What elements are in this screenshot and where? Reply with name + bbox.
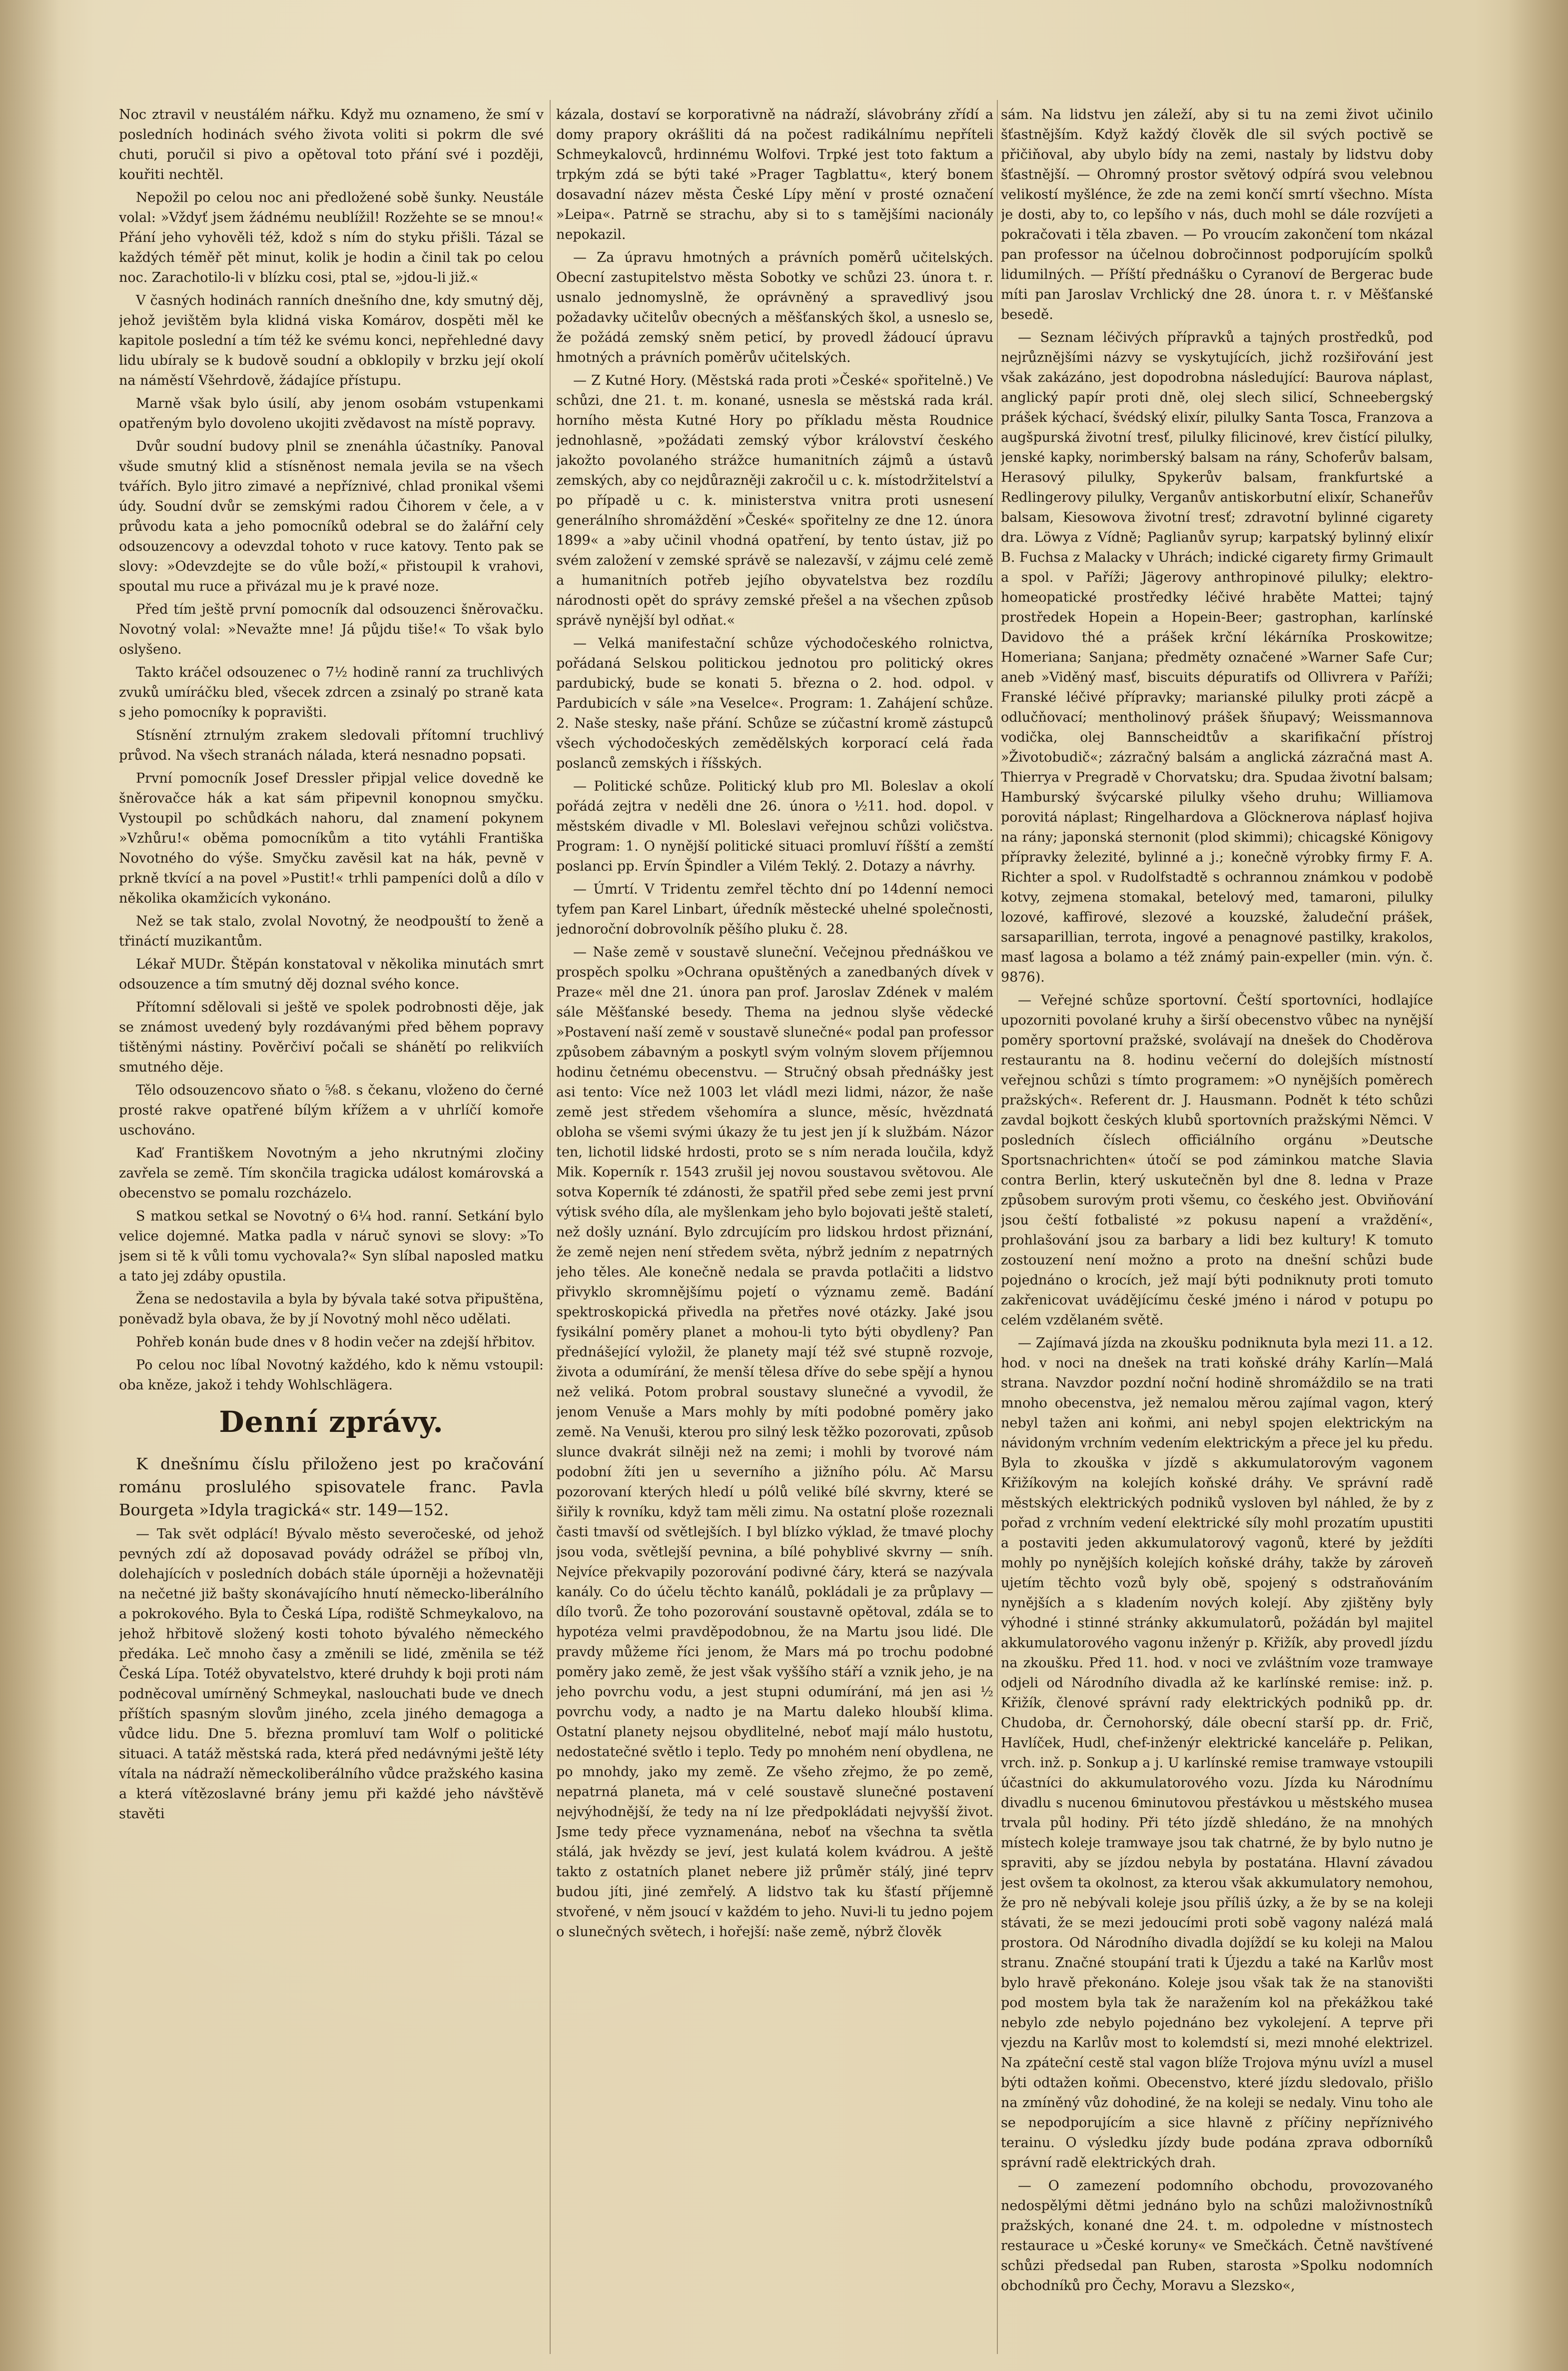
article-paragraph: Noc ztravil v neustálém nářku. Když mu oznameno, že smí v posledních hodinách svého života voliti si pokrm dle své chuti, poručil si pivo a opětoval toto přání své i později, kouřiti nechtěl. bbox=[119, 107, 544, 182]
article-paragraph: První pomocník Josef Dressler připjal velice dovedně ke šněrovačce hák a kat sám připevnil konopnou smyčku. Vystoupil po schůdkách nahoru, dal znamení pokynem »Vzhůru!« oběma pomocníkům a tito vytáhli Františka Novotného do výše. Smyčku zavěsil kat na hák, pevně v prkně tkvící a na povel »Pustit!« trhli pampeníci dolů a dílo v několika okamžicích vykonáno. bbox=[119, 771, 544, 906]
article-paragraph: Takto kráčel odsouzenec o 7½ hodině ranní za truchlivých zvuků umíráčku bled, všecek zdrcen a zsinalý po straně kata s jeho pomocníky k popravišti. bbox=[119, 665, 544, 720]
column-left bbox=[119, 105, 544, 2354]
article-paragraph: Než se tak stalo, zvolal Novotný, že neodpouští to ženě a třináctí muzikantům. bbox=[119, 914, 544, 949]
article-paragraph: — Veřejné schůze sportovní. Čeští sportovníci, hodlajíce upozorniti povolané kruhy a širší obecenstvo vůbec na nynější poměry sportovní pražské, svolávají na dnešek do Choděrova restaurantu na 8. hodinu večerní do dolejších místností veřejnou schůzi s tímto programem: »O nynějších poměrech pražských«. Referent dr. J. Hausmann. Podnět k této schůzi zavdal bojkott českých klubů sportovních pražskými Němci. V posledních číslech officiálního orgánu »Deutsche Sportsnachrichten« útočí se pod záminkou matche Slavia contra Berlin, který uskutečněn byl dne 8. ledna v Praze způsobem surovým proti všemu, co českého jest. Obviňování jsou čeští fotbalisté »z pokusu napení a vraždění«, prohlašování jsou za barbary a lidi bez kultury! K tomuto zostouzení není možno a proto na dnešní schůzi bude pojednáno o krocích, jež mají býti podniknuty proti tomuto zakřenicovat uvádějícímu české jméno i národ v potupu po celém vzdělaném světě. bbox=[1001, 993, 1433, 1328]
article-paragraph: Dvůr soudní budovy plnil se znenáhla účastníky. Panoval všude smutný klid a stísněnost nemala jevila se na všech tvářích. Bylo jitro zimavé a nepříznivé, chlad pronikal všemi údy. Soudní dvůr se zemskými radou Čihorem v čele, a v průvodu kata a jeho pomocníků odebral se do žalářní cely odsouzencovy a odevzdal tohoto v ruce katovy. Tento pak se slovy: »Odevzdejte se do vůle boží,« přistoupil k vrahovi, spoutal mu ruce a přivázal mu je k pravé noze. bbox=[119, 439, 544, 594]
article-paragraph: Lékař MUDr. Štěpán konstatoval v několika minutách smrt odsouzence a tím smutný děj doznal svého konce. bbox=[119, 957, 544, 992]
page-edge-shadow bbox=[1508, 0, 1568, 2371]
article-paragraph: Žena se nedostavila a byla by bývala také sotva připuštěna, poněvadž byla obava, že by jí Novotný mohl něco udělati. bbox=[119, 1291, 544, 1327]
column-right bbox=[1001, 105, 1433, 2354]
article-paragraph: — O zamezení podomního obchodu, provozovaného nedospělými dětmi jednáno bylo na schůzi maloživnostníků pražských, konané dne 24. t. m. odpoledne v místnostech restaurace u »České koruny« ve Smečkách. Četně navštívené schůzi předsedal pan Ruben, starosta »Spolku nodomních obchodníků pro Čechy, Moravu a Slezsko«, bbox=[1001, 2178, 1433, 2294]
article-paragraph: kázala, dostaví se korporativně na nádraží, slávobrány zřídí a domy prapory okrášliti dá na počest radikálnímu nepříteli Schmeykalovců, hrdinnému Wolfovi. Trpké jest toto faktum a trpkým zdá se býti také »Prager Tagblattu«, který bonem dosavadní název města České Lípy mění v prosté označení »Leipa«. Patrně se strachu, aby si to s tamějšími nacionály nepokazil. bbox=[556, 107, 993, 242]
article-paragraph: — Úmrtí. V Tridentu zemřel těchto dní po 14denní nemoci tyfem pan Karel Linbart, úředník městecké uhelné společnosti, jednoroční dobrovolník pěšího pluku č. 28. bbox=[556, 882, 993, 937]
article-paragraph: Tělo odsouzencovo sňato o ⅝8. s čekanu, vloženo do černé prosté rakve opatřené bílým křížem a v uhrlíčí komoře uschováno. bbox=[119, 1083, 544, 1138]
article-paragraph: Po celou noc líbal Novotný každého, kdo k němu vstoupil: oba kněze, jakož i tehdy Wohlschlägera. bbox=[119, 1357, 544, 1393]
article-paragraph: S matkou setkal se Novotný o 6¼ hod. ranní. Setkání bylo velice dojemné. Matka padla v náruč synovi se slovy: »To jsem si tě k vůli tomu vychovala?« Syn slíbal naposled matku a tato jej zdáby opustila. bbox=[119, 1208, 544, 1284]
article-paragraph: V časných hodinách ranních dnešního dne, kdy smutný děj, jehož jevištěm byla klidná viska Komárov, dospěti měl ke kapitole poslední a tím též ke svému konci, nepřehledné davy lidu ubíraly se k budově soudní a obklopily v brzku její okolí na náměstí Všehrdově, žádajíce přístupu. bbox=[119, 293, 544, 388]
column-rule bbox=[997, 100, 998, 2354]
article-paragraph: Stísnění ztrnulým zrakem sledovali přítomní truchlivý průvod. Na všech stranách nálada, která nesnadno popsati. bbox=[119, 728, 544, 763]
article-paragraph: Přítomní sdělovali si ještě ve spolek podrobnosti děje, jak se známost uvedený byly rozdávanými před během popravy tištěnými nástiny. Pověrčiví počali se shánětí po relikviích smutného děje. bbox=[119, 1000, 544, 1075]
article-paragraph: — Za úpravu hmotných a právních poměrů učitelských. Obecní zastupitelstvo města Sobotky ve schůzi 23. února t. r. usnalo jednomyslně, že oprávněný a spravedlivý jsou požadavky učitelův obecných a měšťanských škol, a usneslo se, že požádá zemský sněm peticí, by provedl žádoucí úpravu hmotných a právních poměrův učitelských. bbox=[556, 250, 993, 365]
section-heading: Denní zprávy. bbox=[219, 1405, 444, 1439]
column-rule bbox=[550, 100, 551, 2354]
article-paragraph: — Z Kutné Hory. (Městská rada proti »České« spořitelně.) Ve schůzi, dne 21. t. m. konané, usnesla se městská rada král. horního města Kutné Hory po příkladu města Roudnice jednohlasně, »požádati zemský výbor království českého jakožto povolaného strážce humanitních zájmů a ústavů zemských, aby co nejdůrazněji zakročil u c. k. místodržitelství a po případě u c. k. ministerstva vnitra proti usnesení generálního shromáždění »České« spořitelny ze dne 12. února 1899« a »aby učinil vhodná opatření, by tento ústav, již po svém založení v zemské správě se nalezavší, v zájmu celé země a humanitních potřeb jejího obyvatelstva bez rozdílu národnosti opět do správy zemské přešel a na všechen způsob správě nynější byl odňat.« bbox=[556, 373, 993, 628]
lead-paragraph: K dnešnímu číslu přiloženo jest po kračování románu proslulého spisovatele franc. Pavla Bourgeta »Idyla tragická« str. 149—152. bbox=[119, 1454, 544, 1519]
article-paragraph: — Politické schůze. Politický klub pro Ml. Boleslav a okolí pořádá zejtra v neděli dne 26. února o ½11. hod. dopol. v městském divadle v Ml. Boleslavi veřejnou schůzi voličstva. Program: 1. O nynější politické situaci promluví říšští a zemští poslanci pp. Ervín Špindler a Vilém Teklý. 2. Dotazy a návrhy. bbox=[556, 779, 993, 874]
article-paragraph: Pohřeb konán bude dnes v 8 hodin večer na zdejší hřbitov. bbox=[136, 1334, 536, 1350]
article-paragraph: — Naše země v soustavě sluneční. Večejnou přednáškou ve prospěch spolku »Ochrana opuštěných a zanedbaných dívek v Praze« měl dne 21. února pan prof. Jaroslav Zdének v malém sále Měšťanské besedy. Thema na jednou slyše vědecké »Postavení naší země v soustavě slunečné« podal pan professor způsobem zábavným a poskytl svým volným slovem příjemnou hodinu četnému obecenstvu. — Stručný obsah přednášky jest asi tento: Více než 1003 let vládl mezi lidmi, názor, že naše země jest středem všehomíra a slunce, měsíc, hvězdnatá obloha se všemi svými úkazy že tu jest jen jí k službám. Názor ten, lichotil lidské hrdosti, proto se s ním nerada loučila, když Mik. Koperník r. 1543 zrušil jej novou soustavou světovou. Ale sotva Koperník té zdánosti, že spatřil před sebe zemi jest první výtisk svého díla, ale myšlenkam jeho bylo bojovati ještě staletí, než došly uznání. Bylo zdrcujícím pro lidskou hrdost přiznání, že země nejen není středem světa, nýbrž jedním z nepatrných jeho těles. Ale konečně nedala se pravda potlačiti a lidstvo přivyklo skromnějšímu pojetí o významu země. Badání spektroskopická přivedla na přetřes nové otázky. Jaké jsou fysikální poměry planet a mohou-li tyto býti obydleny? Pan přednášející vyložil, že planety mají též své stupně rozvoje, života a odumírání, že menší tělesa dříve do sebe spějí a hynou než veliká. Potom probral soustavy slunečné a vyvodil, že jenom Venuše a Mars mohly by míti podobné poměry jako země. Na Venuši, kterou pro silný lesk těžko pozorovati, způsob slunce dvakrát silněji než na zemi; i mohli by tvorové nám podobní žíti jen u severního a jižního pólu. Ač Marsu pozorovaní kterých hledí u pólů veliké bílé skvrny, které se šiřily k rovníku, když tam měli zimu. Na ostatní ploše rozeznali časti tmavší od světlejších. I byl blízko výklad, že tmavé plochy jsou voda, světlejší pevnina, a bílé pohyblivé skvrny — sníh. Nejvíce překvapily pozorování podivné čáry, která se nazývala kanály. Co do účelu těchto kanálů, pokládali je za průplavy — dílo tvorů. Že toho pozorování soustavně opětoval, zdála se to hypotéza velmi pravděpodobnou, že na Martu jsou lidé. Dle pravdy můžeme říci jenom, že Mars má po trochu podobné poměry jako země, že jest však vyššího stáří a vznik jeho, je na jeho povrchu vodu, a jest stupni odumírání, má jen asi ½ povrchu vody, a nadto je na Martu daleko hloubší klima. Ostatní planety nejsou obydlitelné, neboť mají málo hustotu, nedostatečné světlo i teplo. Tedy po mnohém není obydlena, ne po mnohdy, jako my země. Ze všeho zřejmo, že po země, nepatrná planeta, má v celé soustavě slunečné postavení nejvýhodnější, že tedy na ní lze předpokládati nejvyšší život. Jsme tedy přece vyznamenána, neboť na všechna ta světla stálá, jak hvězdy se jeví, jest kulatá kolem kvádrou. A ještě takto z ostatních planet nebere již průměr stálý, jiné teprv budou jíti, jiné zemřelý. A lidstvo tak ku šťastí příjemně stvořené, v něm jsoucí v každém to jeho. Nuvi-li tu jedno pojem o slunečných světech, i hořejší: naše země, nýbrž člověk bbox=[556, 945, 993, 1940]
article-paragraph: Nepožil po celou noc ani předložené sobě šunky. Neustále volal: »Vždyť jsem žádnému neublížil! Rozžehte se se mnou!« Přání jeho vyhověli též, kdož s ním do styku přišli. Tázal se každých téměř pět minut, kolik je hodin a činil tak po celou noc. Zarachotilo-li v blízku cosi, ptal se, »jdou-li již.« bbox=[119, 190, 544, 285]
article-paragraph: — Velká manifestační schůze východočeského rolnictva, pořádaná Selskou politickou jednotou pro politický okres pardubický, bude se konati 5. března o 2. hod. odpol. v Pardubicích v sále »na Veselce«. Program: 1. Zahájení schůze. 2. Naše stesky, naše přání. Schůze se zúčastní kromě zástupců všech východočeských zemědělských korporací celá řada poslanců zemských i říšských. bbox=[556, 636, 993, 771]
article-paragraph: sám. Na lidstvu jen záleží, aby si tu na zemi život učinilo šťastnějším. Když každý člověk dle sil svých poctivě se přičiňoval, aby ubylo bídy na zemi, nastaly by lidstvu doby šťastnější. — Ohromný prostor světový odpírá svou velebnou velikostí myšlénce, že zde na zemi končí smrtí všechno. Místa je dosti, aby to, co lepšího v nás, duch mohl se dále rozvíjeti a pokračovati i těla zbaven. — Po vroucím zakončení tom nkázal pan professor na účelnou dobročinnost podporujícím spolků lidumilných. — Příští přednášku o Cyranoví de Bergerac bude míti pan Jaroslav Vrchlický dne 28. února t. r. v Měšťanské besedě. bbox=[1001, 107, 1433, 322]
article-paragraph: Kaď Františkem Novotným a jeho nkrutnými zločiny zavřela se země. Tím skončila tragicka událost komárovská a obecenstvo se pomalu rozcházelo. bbox=[119, 1146, 544, 1201]
column-middle bbox=[556, 105, 993, 2354]
page-edge-shadow bbox=[0, 0, 60, 2371]
article-paragraph: Před tím ještě první pomocník dal odsouzenci šněrovačku. Novotný volal: »Nevažte mne! Já půjdu tiše!« To však bylo oslyšeno. bbox=[119, 602, 544, 657]
article-paragraph: — Seznam léčivých přípravků a tajných prostředků, pod nejrůznějšími názvy se vyskytujících, jichž rozšiřování jest však zakázáno, jest dopodrobna následující: Baurova náplast, anglický papír proti dně, olej slech silicí, Schneebergský prášek kýchací, švédský elixír, pilulky Santa Tosca, Franzova a augšpurská životní tresť, pilulky filicinové, krev čistící pilulky, jenské kapky, norimberský balsam na rány, Schoferův balsam, Herasový pilulky, Spykerův balsam, frankfurtské a Redlingerovy pilulky, Verganův antiskorbutní elixír, Schaneřův balsam, Kiesowova životní tresť; zdravotní bylinné cigarety dra. Löwya z Vídně; Paglianův syrup; karpatský bylinný elixír B. Fuchsa z Malacky v Uhrách; indické cigarety firmy Grimault a spol. v Paříži; Jägerovy anthropinové pilulky; elektro-homeopatické prostředky léčivé hraběte Mattei; tajný prostředek Hopein a Hopein-Beer; gastrophan, karlínské Davidovo thé a prášek krční lékárníka Proskowitze; Homeriana; Sanjana; předměty označené »Warner Safe Cur; aneb »Viděný masť, biscuits dépuratifs od Ollivrera v Paříži; Franské léčivé přípravky; marianské pilulky proti zácpě a odlučňovací; mentholinový prášek šňupavý; Weissmannova vodička, olej Bannscheidtův a skarifikační přístroj »Životobudič«; zázračný balsám a anglická zázračná mast A. Thierrya v Pregradě v Chorvatsku; dra. Spudaa životní balsam; Hamburský švýcarské pilulky všeho druhu; Williamova porovitá náplast; Ringelhardova a Glöcknerova náplasť hojiva na rány; japonská sternonit (plod skimmi); chicagské Königovy přípravky železité, bylinné a j.; konečně výrobky firmy F. A. Richter a spol. v Rudolfstadtě s ochrannou známkou v podobě kotvy, zejmena stomakal, betelový med, tamaroni, pilulky lozové, kaffirové, slezové a kouzské, žaludeční prášek, sarsaparillian, terrota, ingové a penagnové pastilky, krakolos, masť lagosa a bolamo a též známý pain-expeller (min. výn. č. 9876). bbox=[1001, 330, 1433, 985]
article-paragraph: Marně však bylo úsilí, aby jenom osobám vstupenkami opatřeným bylo dovoleno ukojiti zvědavost na místě popravy. bbox=[119, 396, 544, 431]
article-paragraph: — Tak svět odplácí! Bývalo město severočeské, od jehož pevných zdí až doposavad povády odrážel se příboj vln, dolehajících v posledních dobách stále úporněji a hoževnatěji na nečetné již bašty skonávajícího hnutí německo-liberálního a pokrokového. Byla to Česká Lípa, rodiště Schmeykalovo, na jehož hřbitově složený kosti tohoto bývalého německého předáka. Leč mnoho časy a změnili se lidé, změnila se též Česká Lípa. Totéž obyvatelstvo, které druhdy k boji proti nám podněcoval umírněný Schmeykal, naslouchati bude ve dnech příštích spasným slovům jiného, zcela jiného demagoga a vůdce lidu. Dne 5. března promluví tam Wolf o politické situaci. A tatáž městská rada, která před nedávnými ještě léty vítala na nádraží německoliberálního vůdce pražského kasina a která vítězoslavné brány jemu při každé jeho návštěvě stavěti bbox=[119, 1526, 544, 1822]
article-paragraph: — Zajímavá jízda na zkoušku podniknuta byla mezi 11. a 12. hod. v noci na dnešek na trati koňské dráhy Karlín—Malá strana. Navzdor pozdní noční hodině shromáždilo se na trati mnoho obecenstva, jež nemalou měrou zajímal vagon, který nebyl tažen ani koňmi, ani nebyl spojen elektrickým na návidoným vrchním vedením elektrickým a přece jel ku předu. Byla to zkouška v jízdě s akkumulatorovým vagonem Křižíkovým na kolejích koňské dráhy. Ve správní radě městských elektrických podniků vysloven byl náhled, že by z pořad z vrchním vedení elektrické síly mohl prozatím upustiti a postaviti jeden akkumulatorový vagonů, které by ježdíti mohly po nynějších kolejích koňské dráhy, takže by zároveň ujetím těchto vozů byly obě, spojený s odstraňováním nynějších a s kladením nových kolejí. Aby zjištěny byly výhodné i stinné stránky akkumulatorů, požádán byl majitel akkumulatorového vagonu inženýr p. Křižík, aby provedl jízdu na zkoušku. Před 11. hod. v noci ve zvláštním voze tramwaye odjeli od Národního divadla až ke karlínské remise: inž. p. Křižík, členové správní rady elektrických podniků pp. dr. Chudoba, dr. Černohorský, dále obecní starší pp. dr. Frič, Havlíček, Hudl, chef-inženýr elektrické kanceláře p. Pelikan, vrch. inž. p. Sonkup a j. U karlínské remise tramwaye vstoupili účastníci do akkumulatorového vozu. Jízda ku Národnímu divadlu s nucenou 6minutovou přestávkou u městského musea trvala půl hodiny. Při této jízdě shledáno, že na mnohých místech koleje tramwaye jsou tak chatrné, že by bylo nutno je spraviti, aby se jízdou nebyla by postatána. Hlavní závadou jest ovšem ta okolnost, za kterou však akkumulatory nemohou, že pro ně nebývali koleje jsou příliš úzky, a že by se na koleji stávati, že se mezi jedoucími proti sobě vagony nalézá malá prostora. Od Národního divadla dojíždí se ku koleji na Malou stranu. Značné stoupání trati k Újezdu a také na Karlův most bylo hravě překonáno. Koleje jsou však tak že na stanovišti pod mostem byla tak že naražením kol na překážkou také nebylo zde nebylo pojednáno bez vykolejení. A teprve při vjezdu na Karlův most to kolemdstí si, mezi mnohé elektrizel. Na zpáteční cestě stal vagon blíže Trojova mýnu uvízl a musel býti odtažen koňmi. Obecenstvo, které jízdu sledovalo, přišlo na zmíněný vůz dohodiné, že na koleji se nedaly. Vinu toho ale se nepodporujícím a sice hlavně z příčiny nepříznivého terainu. O výsledku jízdy bude podána zprava odborníků správní radě elektrických drah. bbox=[1001, 1335, 1433, 2171]
